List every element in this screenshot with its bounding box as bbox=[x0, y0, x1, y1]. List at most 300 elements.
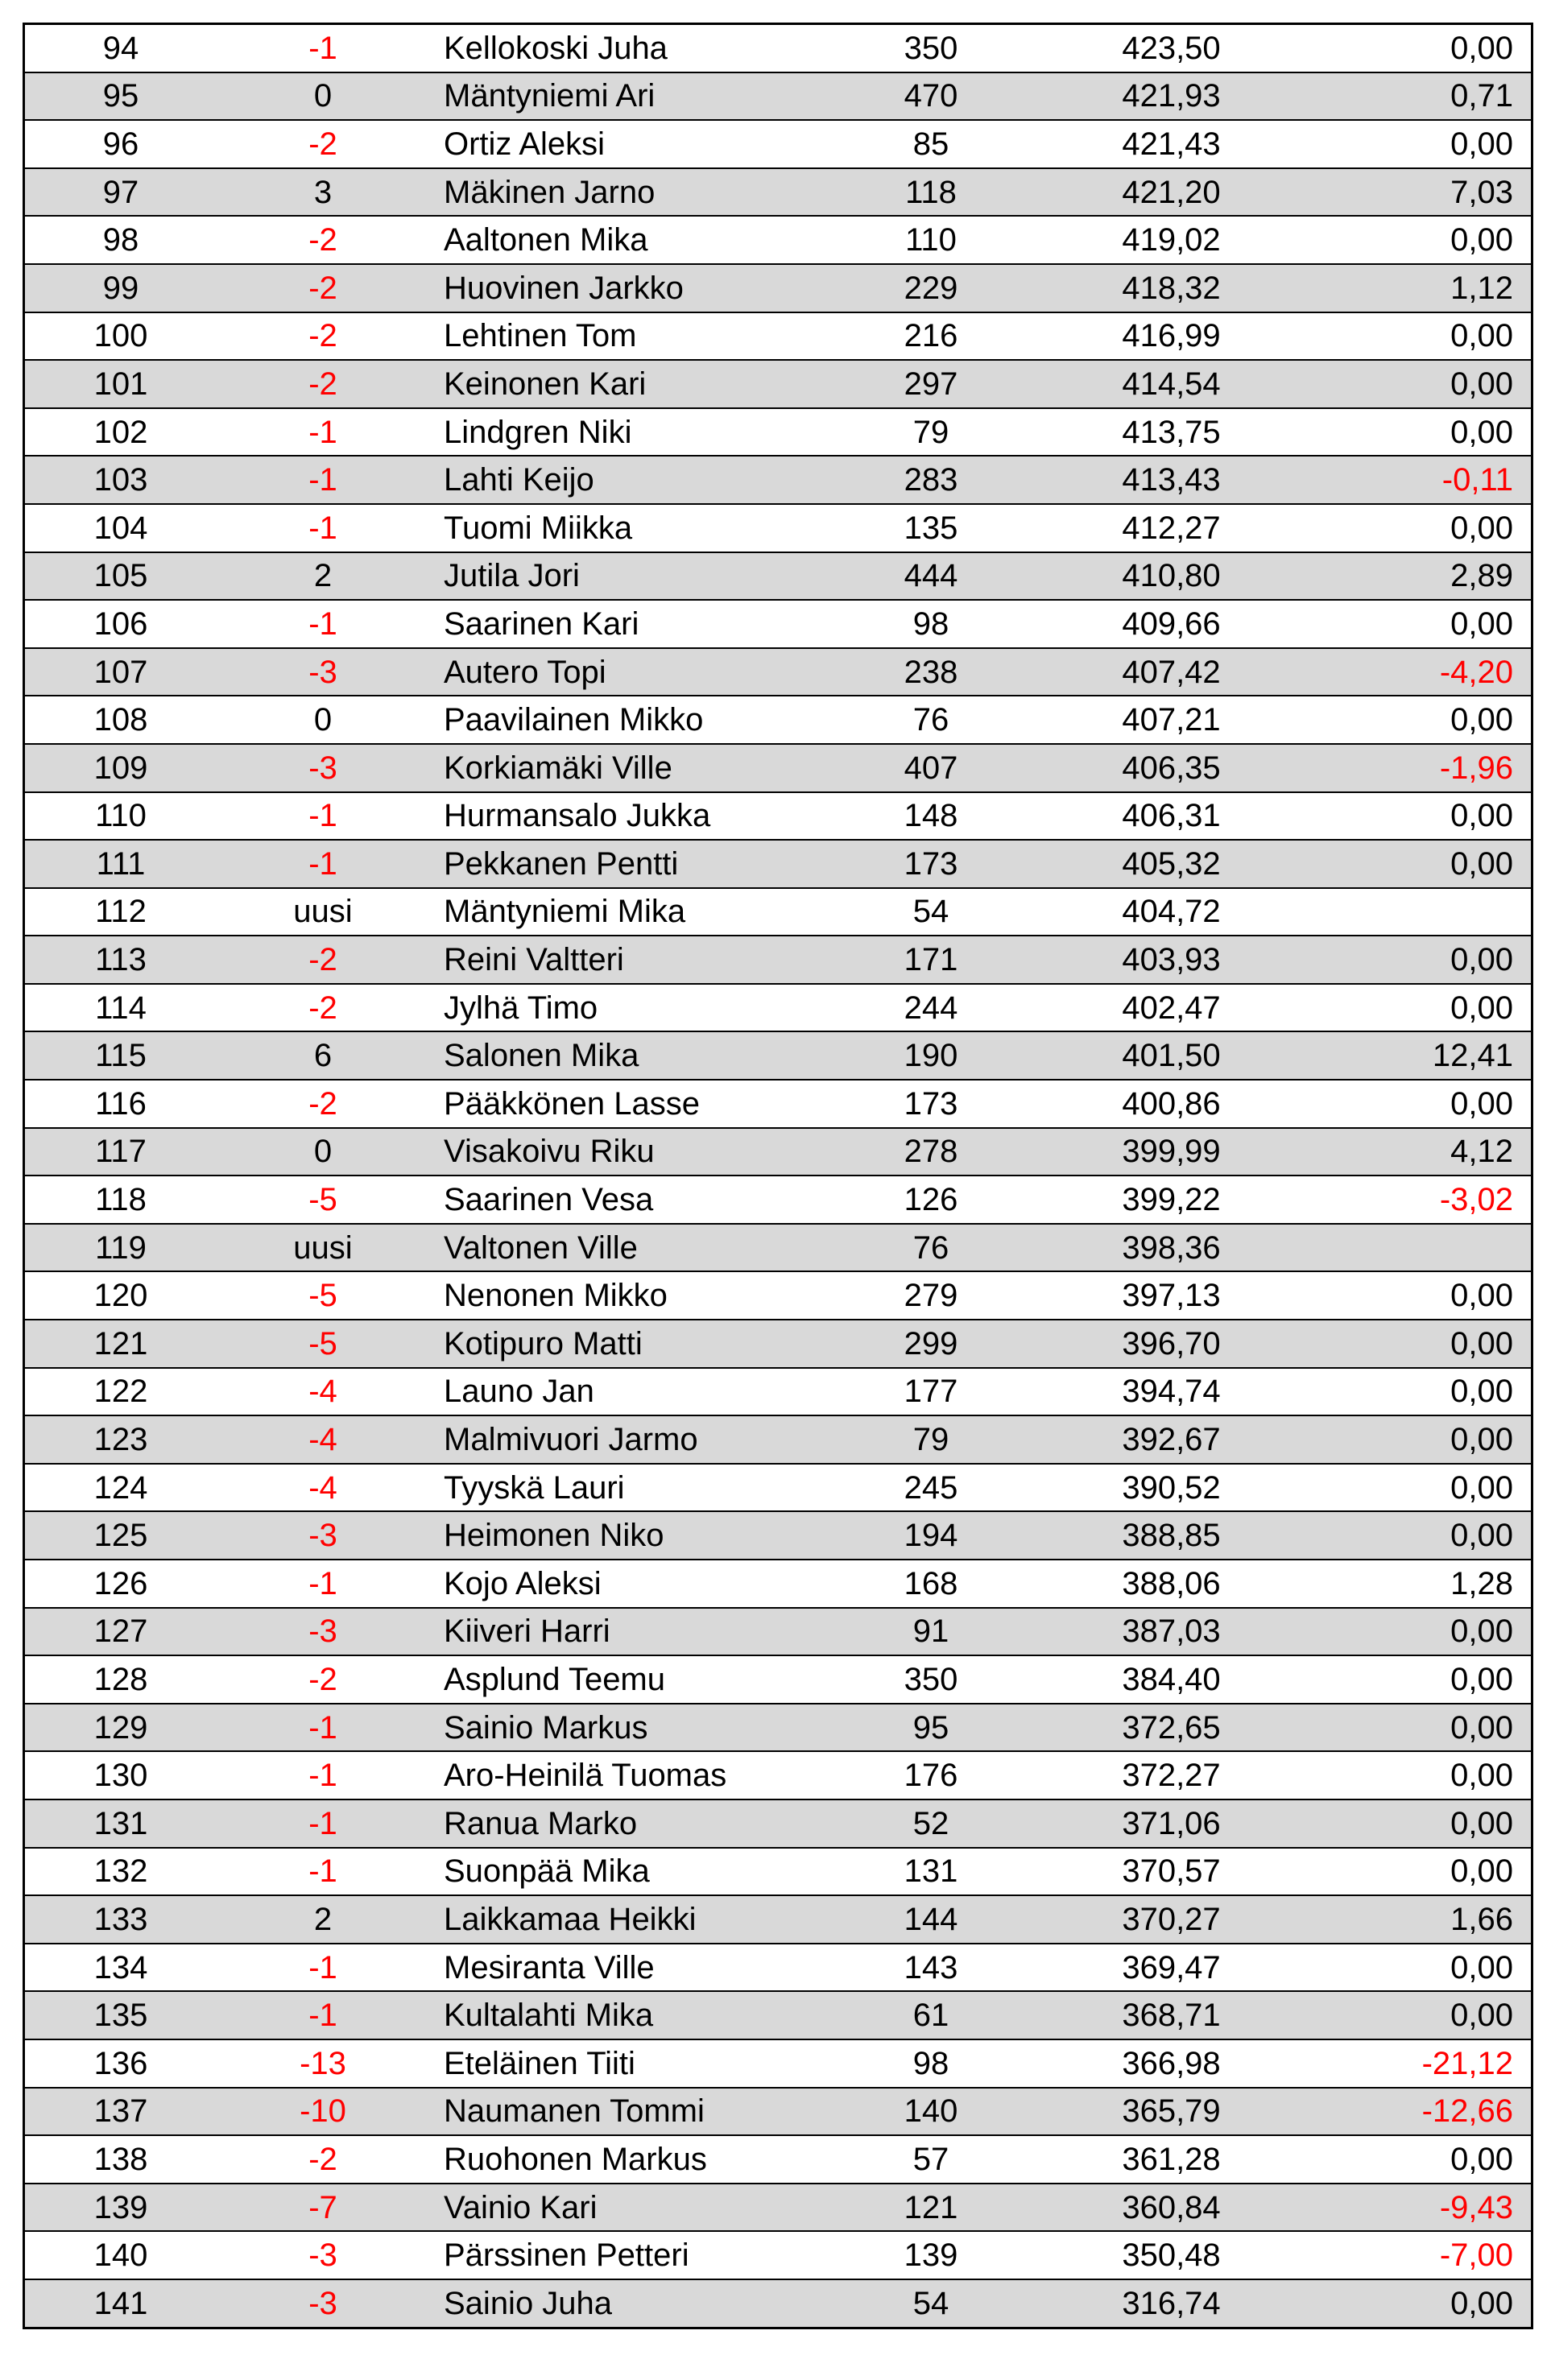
change-cell: -5 bbox=[217, 1176, 429, 1224]
points-cell: 316,74 bbox=[1028, 2279, 1314, 2328]
count-cell: 144 bbox=[833, 1895, 1028, 1944]
points-cell: 388,06 bbox=[1028, 1560, 1314, 1608]
name-cell: Pekkanen Pentti bbox=[429, 840, 833, 888]
rank-cell: 102 bbox=[24, 408, 217, 457]
change-cell: uusi bbox=[217, 1224, 429, 1272]
points-cell: 399,22 bbox=[1028, 1176, 1314, 1224]
rank-cell: 134 bbox=[24, 1944, 217, 1992]
count-cell: 135 bbox=[833, 504, 1028, 552]
rank-cell: 96 bbox=[24, 120, 217, 168]
name-cell: Sainio Markus bbox=[429, 1704, 833, 1752]
table-row bbox=[24, 1415, 1532, 1464]
points-cell: 387,03 bbox=[1028, 1608, 1314, 1656]
count-cell: 148 bbox=[833, 792, 1028, 841]
change-cell: -1 bbox=[217, 1944, 429, 1992]
table-row bbox=[24, 1799, 1532, 1848]
name-cell: Aro-Heinilä Tuomas bbox=[429, 1751, 833, 1799]
rank-cell: 138 bbox=[24, 2135, 217, 2184]
change-cell: -3 bbox=[217, 648, 429, 696]
change-cell: -1 bbox=[217, 1751, 429, 1799]
table-row bbox=[24, 1031, 1532, 1080]
table-row bbox=[24, 1464, 1532, 1512]
rank-cell: 131 bbox=[24, 1799, 217, 1848]
diff-cell: 0,00 bbox=[1314, 1608, 1532, 1656]
points-cell: 416,99 bbox=[1028, 312, 1314, 361]
table-row bbox=[24, 1271, 1532, 1320]
points-cell: 402,47 bbox=[1028, 984, 1314, 1032]
table-row bbox=[24, 72, 1532, 121]
points-cell: 372,65 bbox=[1028, 1704, 1314, 1752]
count-cell: 177 bbox=[833, 1368, 1028, 1416]
points-cell: 421,20 bbox=[1028, 168, 1314, 217]
count-cell: 91 bbox=[833, 1608, 1028, 1656]
diff-cell bbox=[1314, 888, 1532, 936]
rank-cell: 124 bbox=[24, 1464, 217, 1512]
rank-cell: 137 bbox=[24, 2088, 217, 2136]
count-cell: 61 bbox=[833, 1991, 1028, 2039]
diff-cell: 0,00 bbox=[1314, 1368, 1532, 1416]
change-cell: -1 bbox=[217, 1799, 429, 1848]
change-cell: -2 bbox=[217, 984, 429, 1032]
change-cell: -1 bbox=[217, 408, 429, 457]
diff-cell: 0,00 bbox=[1314, 984, 1532, 1032]
name-cell: Huovinen Jarkko bbox=[429, 264, 833, 312]
rank-cell: 121 bbox=[24, 1320, 217, 1368]
table-row bbox=[24, 552, 1532, 601]
name-cell: Kellokoski Juha bbox=[429, 24, 833, 72]
count-cell: 407 bbox=[833, 744, 1028, 792]
diff-cell: 0,00 bbox=[1314, 1848, 1532, 1896]
name-cell: Kojo Aleksi bbox=[429, 1560, 833, 1608]
table-row bbox=[24, 1848, 1532, 1896]
name-cell: Autero Topi bbox=[429, 648, 833, 696]
points-cell: 388,85 bbox=[1028, 1511, 1314, 1560]
name-cell: Malmivuori Jarmo bbox=[429, 1415, 833, 1464]
points-cell: 410,80 bbox=[1028, 552, 1314, 601]
change-cell: -1 bbox=[217, 1848, 429, 1896]
change-cell: -2 bbox=[217, 120, 429, 168]
change-cell: 0 bbox=[217, 1128, 429, 1176]
name-cell: Laikkamaa Heikki bbox=[429, 1895, 833, 1944]
count-cell: 121 bbox=[833, 2184, 1028, 2232]
table-row bbox=[24, 2088, 1532, 2136]
table-row bbox=[24, 2039, 1532, 2088]
rank-cell: 113 bbox=[24, 936, 217, 984]
change-cell: -2 bbox=[217, 1655, 429, 1704]
rank-cell: 110 bbox=[24, 792, 217, 841]
rank-cell: 122 bbox=[24, 1368, 217, 1416]
points-cell: 370,27 bbox=[1028, 1895, 1314, 1944]
count-cell: 297 bbox=[833, 360, 1028, 408]
table-row bbox=[24, 1608, 1532, 1656]
change-cell: -1 bbox=[217, 840, 429, 888]
change-cell: -2 bbox=[217, 1080, 429, 1128]
diff-cell: 0,00 bbox=[1314, 408, 1532, 457]
table-row bbox=[24, 888, 1532, 936]
name-cell: Jutila Jori bbox=[429, 552, 833, 601]
table-row bbox=[24, 744, 1532, 792]
table-row bbox=[24, 936, 1532, 984]
points-cell: 365,79 bbox=[1028, 2088, 1314, 2136]
change-cell: 0 bbox=[217, 696, 429, 744]
rank-cell: 103 bbox=[24, 456, 217, 504]
ranking-table-body bbox=[24, 24, 1532, 2328]
table-row bbox=[24, 360, 1532, 408]
points-cell: 366,98 bbox=[1028, 2039, 1314, 2088]
name-cell: Korkiamäki Ville bbox=[429, 744, 833, 792]
change-cell: -2 bbox=[217, 264, 429, 312]
ranking-table bbox=[23, 23, 1533, 2329]
points-cell: 360,84 bbox=[1028, 2184, 1314, 2232]
change-cell: -3 bbox=[217, 2279, 429, 2328]
diff-cell: 1,12 bbox=[1314, 264, 1532, 312]
diff-cell: 0,00 bbox=[1314, 1655, 1532, 1704]
change-cell: uusi bbox=[217, 888, 429, 936]
points-cell: 396,70 bbox=[1028, 1320, 1314, 1368]
diff-cell: 4,12 bbox=[1314, 1128, 1532, 1176]
rank-cell: 118 bbox=[24, 1176, 217, 1224]
change-cell: -1 bbox=[217, 1560, 429, 1608]
table-row bbox=[24, 840, 1532, 888]
points-cell: 384,40 bbox=[1028, 1655, 1314, 1704]
change-cell: -1 bbox=[217, 1991, 429, 2039]
name-cell: Launo Jan bbox=[429, 1368, 833, 1416]
count-cell: 168 bbox=[833, 1560, 1028, 1608]
diff-cell: 1,66 bbox=[1314, 1895, 1532, 1944]
count-cell: 140 bbox=[833, 2088, 1028, 2136]
points-cell: 419,02 bbox=[1028, 216, 1314, 264]
name-cell: Eteläinen Tiiti bbox=[429, 2039, 833, 2088]
rank-cell: 139 bbox=[24, 2184, 217, 2232]
points-cell: 414,54 bbox=[1028, 360, 1314, 408]
change-cell: -1 bbox=[217, 792, 429, 841]
diff-cell: 0,00 bbox=[1314, 1799, 1532, 1848]
rank-cell: 101 bbox=[24, 360, 217, 408]
diff-cell: 0,00 bbox=[1314, 1080, 1532, 1128]
rank-cell: 140 bbox=[24, 2231, 217, 2279]
count-cell: 110 bbox=[833, 216, 1028, 264]
diff-cell: 12,41 bbox=[1314, 1031, 1532, 1080]
points-cell: 350,48 bbox=[1028, 2231, 1314, 2279]
count-cell: 283 bbox=[833, 456, 1028, 504]
table-row bbox=[24, 696, 1532, 744]
change-cell: 0 bbox=[217, 72, 429, 121]
rank-cell: 99 bbox=[24, 264, 217, 312]
name-cell: Lehtinen Tom bbox=[429, 312, 833, 361]
change-cell: -4 bbox=[217, 1415, 429, 1464]
diff-cell: 0,00 bbox=[1314, 1991, 1532, 2039]
name-cell: Paavilainen Mikko bbox=[429, 696, 833, 744]
change-cell: -3 bbox=[217, 2231, 429, 2279]
rank-cell: 132 bbox=[24, 1848, 217, 1896]
name-cell: Keinonen Kari bbox=[429, 360, 833, 408]
table-row bbox=[24, 2231, 1532, 2279]
diff-cell: -21,12 bbox=[1314, 2039, 1532, 2088]
name-cell: Saarinen Vesa bbox=[429, 1176, 833, 1224]
count-cell: 85 bbox=[833, 120, 1028, 168]
change-cell: -1 bbox=[217, 24, 429, 72]
points-cell: 399,99 bbox=[1028, 1128, 1314, 1176]
name-cell: Jylhä Timo bbox=[429, 984, 833, 1032]
rank-cell: 106 bbox=[24, 600, 217, 648]
rank-cell: 111 bbox=[24, 840, 217, 888]
rank-cell: 130 bbox=[24, 1751, 217, 1799]
rank-cell: 112 bbox=[24, 888, 217, 936]
name-cell: Kiiveri Harri bbox=[429, 1608, 833, 1656]
count-cell: 350 bbox=[833, 1655, 1028, 1704]
rank-cell: 123 bbox=[24, 1415, 217, 1464]
rank-cell: 105 bbox=[24, 552, 217, 601]
count-cell: 143 bbox=[833, 1944, 1028, 1992]
diff-cell: -1,96 bbox=[1314, 744, 1532, 792]
count-cell: 57 bbox=[833, 2135, 1028, 2184]
rank-cell: 125 bbox=[24, 1511, 217, 1560]
change-cell: -2 bbox=[217, 936, 429, 984]
diff-cell: 1,28 bbox=[1314, 1560, 1532, 1608]
diff-cell: 0,71 bbox=[1314, 72, 1532, 121]
diff-cell: 0,00 bbox=[1314, 2135, 1532, 2184]
points-cell: 401,50 bbox=[1028, 1031, 1314, 1080]
rank-cell: 126 bbox=[24, 1560, 217, 1608]
rank-cell: 127 bbox=[24, 1608, 217, 1656]
diff-cell: -7,00 bbox=[1314, 2231, 1532, 2279]
rank-cell: 98 bbox=[24, 216, 217, 264]
diff-cell: 0,00 bbox=[1314, 504, 1532, 552]
change-cell: -3 bbox=[217, 744, 429, 792]
points-cell: 394,74 bbox=[1028, 1368, 1314, 1416]
points-cell: 404,72 bbox=[1028, 888, 1314, 936]
diff-cell: 2,89 bbox=[1314, 552, 1532, 601]
count-cell: 118 bbox=[833, 168, 1028, 217]
name-cell: Lindgren Niki bbox=[429, 408, 833, 457]
count-cell: 79 bbox=[833, 408, 1028, 457]
table-row bbox=[24, 648, 1532, 696]
name-cell: Tuomi Miikka bbox=[429, 504, 833, 552]
diff-cell: 0,00 bbox=[1314, 936, 1532, 984]
diff-cell: 0,00 bbox=[1314, 1944, 1532, 1992]
table-row bbox=[24, 1655, 1532, 1704]
change-cell: -1 bbox=[217, 456, 429, 504]
diff-cell: 0,00 bbox=[1314, 1415, 1532, 1464]
rank-cell: 136 bbox=[24, 2039, 217, 2088]
table-row bbox=[24, 2135, 1532, 2184]
diff-cell: -4,20 bbox=[1314, 648, 1532, 696]
table-row bbox=[24, 1320, 1532, 1368]
change-cell: -2 bbox=[217, 2135, 429, 2184]
points-cell: 406,35 bbox=[1028, 744, 1314, 792]
points-cell: 397,13 bbox=[1028, 1271, 1314, 1320]
table-row bbox=[24, 2184, 1532, 2232]
count-cell: 470 bbox=[833, 72, 1028, 121]
points-cell: 407,21 bbox=[1028, 696, 1314, 744]
name-cell: Kotipuro Matti bbox=[429, 1320, 833, 1368]
table-row bbox=[24, 792, 1532, 841]
diff-cell: 0,00 bbox=[1314, 2279, 1532, 2328]
count-cell: 52 bbox=[833, 1799, 1028, 1848]
count-cell: 173 bbox=[833, 840, 1028, 888]
table-row bbox=[24, 1704, 1532, 1752]
count-cell: 173 bbox=[833, 1080, 1028, 1128]
rank-cell: 115 bbox=[24, 1031, 217, 1080]
table-row bbox=[24, 312, 1532, 361]
rank-cell: 109 bbox=[24, 744, 217, 792]
diff-cell: 0,00 bbox=[1314, 1464, 1532, 1512]
points-cell: 403,93 bbox=[1028, 936, 1314, 984]
rank-cell: 120 bbox=[24, 1271, 217, 1320]
name-cell: Vainio Kari bbox=[429, 2184, 833, 2232]
rank-cell: 141 bbox=[24, 2279, 217, 2328]
table-row bbox=[24, 264, 1532, 312]
points-cell: 400,86 bbox=[1028, 1080, 1314, 1128]
points-cell: 390,52 bbox=[1028, 1464, 1314, 1512]
count-cell: 444 bbox=[833, 552, 1028, 601]
points-cell: 407,42 bbox=[1028, 648, 1314, 696]
change-cell: 2 bbox=[217, 552, 429, 601]
name-cell: Kultalahti Mika bbox=[429, 1991, 833, 2039]
diff-cell: 0,00 bbox=[1314, 1271, 1532, 1320]
change-cell: -1 bbox=[217, 1704, 429, 1752]
change-cell: -5 bbox=[217, 1271, 429, 1320]
change-cell: -4 bbox=[217, 1368, 429, 1416]
rank-cell: 129 bbox=[24, 1704, 217, 1752]
name-cell: Mäntyniemi Ari bbox=[429, 72, 833, 121]
table-row bbox=[24, 1128, 1532, 1176]
points-cell: 421,93 bbox=[1028, 72, 1314, 121]
table-row bbox=[24, 1511, 1532, 1560]
table-row bbox=[24, 1560, 1532, 1608]
count-cell: 190 bbox=[833, 1031, 1028, 1080]
change-cell: -4 bbox=[217, 1464, 429, 1512]
rank-cell: 100 bbox=[24, 312, 217, 361]
count-cell: 279 bbox=[833, 1271, 1028, 1320]
diff-cell: 0,00 bbox=[1314, 696, 1532, 744]
change-cell: -5 bbox=[217, 1320, 429, 1368]
diff-cell: -9,43 bbox=[1314, 2184, 1532, 2232]
table-row bbox=[24, 600, 1532, 648]
name-cell: Reini Valtteri bbox=[429, 936, 833, 984]
name-cell: Saarinen Kari bbox=[429, 600, 833, 648]
table-row bbox=[24, 24, 1532, 72]
count-cell: 54 bbox=[833, 888, 1028, 936]
points-cell: 371,06 bbox=[1028, 1799, 1314, 1848]
rank-cell: 104 bbox=[24, 504, 217, 552]
count-cell: 216 bbox=[833, 312, 1028, 361]
rank-cell: 95 bbox=[24, 72, 217, 121]
rank-cell: 133 bbox=[24, 1895, 217, 1944]
count-cell: 176 bbox=[833, 1751, 1028, 1799]
diff-cell: -12,66 bbox=[1314, 2088, 1532, 2136]
diff-cell: -3,02 bbox=[1314, 1176, 1532, 1224]
count-cell: 79 bbox=[833, 1415, 1028, 1464]
diff-cell: 7,03 bbox=[1314, 168, 1532, 217]
table-row bbox=[24, 984, 1532, 1032]
name-cell: Ruohonen Markus bbox=[429, 2135, 833, 2184]
rank-cell: 97 bbox=[24, 168, 217, 217]
diff-cell: 0,00 bbox=[1314, 1320, 1532, 1368]
count-cell: 98 bbox=[833, 600, 1028, 648]
name-cell: Heimonen Niko bbox=[429, 1511, 833, 1560]
points-cell: 423,50 bbox=[1028, 24, 1314, 72]
count-cell: 76 bbox=[833, 696, 1028, 744]
count-cell: 278 bbox=[833, 1128, 1028, 1176]
diff-cell bbox=[1314, 1224, 1532, 1272]
points-cell: 413,75 bbox=[1028, 408, 1314, 457]
change-cell: 6 bbox=[217, 1031, 429, 1080]
diff-cell: 0,00 bbox=[1314, 1704, 1532, 1752]
change-cell: 3 bbox=[217, 168, 429, 217]
name-cell: Salonen Mika bbox=[429, 1031, 833, 1080]
name-cell: Valtonen Ville bbox=[429, 1224, 833, 1272]
change-cell: -1 bbox=[217, 600, 429, 648]
count-cell: 229 bbox=[833, 264, 1028, 312]
points-cell: 412,27 bbox=[1028, 504, 1314, 552]
count-cell: 139 bbox=[833, 2231, 1028, 2279]
rank-cell: 117 bbox=[24, 1128, 217, 1176]
table-row bbox=[24, 1751, 1532, 1799]
rank-cell: 135 bbox=[24, 1991, 217, 2039]
rank-cell: 128 bbox=[24, 1655, 217, 1704]
points-cell: 369,47 bbox=[1028, 1944, 1314, 1992]
count-cell: 194 bbox=[833, 1511, 1028, 1560]
points-cell: 368,71 bbox=[1028, 1991, 1314, 2039]
points-cell: 421,43 bbox=[1028, 120, 1314, 168]
points-cell: 413,43 bbox=[1028, 456, 1314, 504]
points-cell: 361,28 bbox=[1028, 2135, 1314, 2184]
count-cell: 131 bbox=[833, 1848, 1028, 1896]
count-cell: 98 bbox=[833, 2039, 1028, 2088]
diff-cell: 0,00 bbox=[1314, 1751, 1532, 1799]
count-cell: 171 bbox=[833, 936, 1028, 984]
rank-cell: 119 bbox=[24, 1224, 217, 1272]
points-cell: 398,36 bbox=[1028, 1224, 1314, 1272]
count-cell: 238 bbox=[833, 648, 1028, 696]
name-cell: Lahti Keijo bbox=[429, 456, 833, 504]
table-row bbox=[24, 1944, 1532, 1992]
table-row bbox=[24, 1895, 1532, 1944]
table-row bbox=[24, 168, 1532, 217]
name-cell: Pääkkönen Lasse bbox=[429, 1080, 833, 1128]
name-cell: Ranua Marko bbox=[429, 1799, 833, 1848]
change-cell: -3 bbox=[217, 1511, 429, 1560]
change-cell: -13 bbox=[217, 2039, 429, 2088]
points-cell: 418,32 bbox=[1028, 264, 1314, 312]
change-cell: -10 bbox=[217, 2088, 429, 2136]
count-cell: 126 bbox=[833, 1176, 1028, 1224]
count-cell: 299 bbox=[833, 1320, 1028, 1368]
name-cell: Aaltonen Mika bbox=[429, 216, 833, 264]
diff-cell: 0,00 bbox=[1314, 360, 1532, 408]
name-cell: Visakoivu Riku bbox=[429, 1128, 833, 1176]
count-cell: 54 bbox=[833, 2279, 1028, 2328]
diff-cell: 0,00 bbox=[1314, 600, 1532, 648]
change-cell: -7 bbox=[217, 2184, 429, 2232]
change-cell: -2 bbox=[217, 216, 429, 264]
name-cell: Pärssinen Petteri bbox=[429, 2231, 833, 2279]
name-cell: Sainio Juha bbox=[429, 2279, 833, 2328]
name-cell: Mesiranta Ville bbox=[429, 1944, 833, 1992]
count-cell: 245 bbox=[833, 1464, 1028, 1512]
diff-cell: 0,00 bbox=[1314, 216, 1532, 264]
name-cell: Naumanen Tommi bbox=[429, 2088, 833, 2136]
rank-cell: 114 bbox=[24, 984, 217, 1032]
rank-cell: 107 bbox=[24, 648, 217, 696]
table-row bbox=[24, 1368, 1532, 1416]
table-row bbox=[24, 456, 1532, 504]
diff-cell: 0,00 bbox=[1314, 120, 1532, 168]
name-cell: Nenonen Mikko bbox=[429, 1271, 833, 1320]
points-cell: 372,27 bbox=[1028, 1751, 1314, 1799]
name-cell: Suonpää Mika bbox=[429, 1848, 833, 1896]
